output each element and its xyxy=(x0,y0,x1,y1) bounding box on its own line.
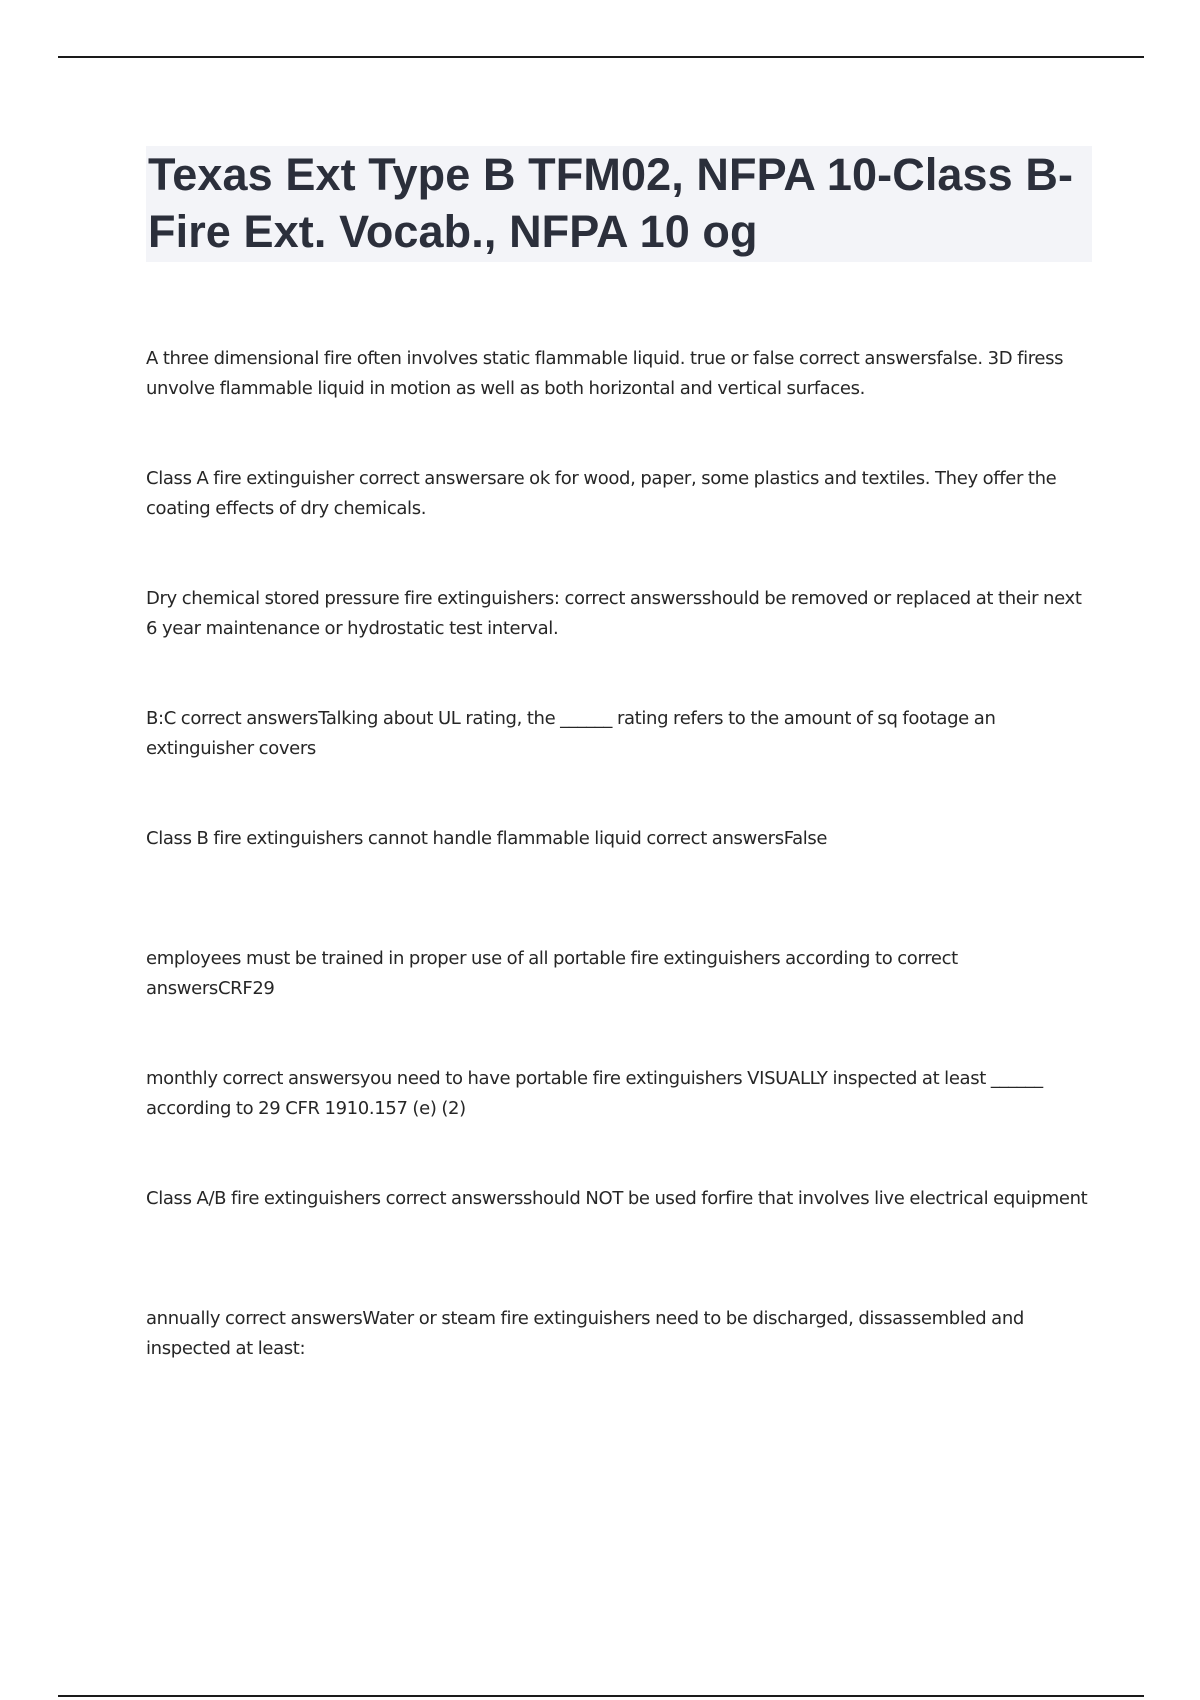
flashcard-entry: Class A fire extinguisher correct answersare ok for wood, paper, some plastics and textiles. They offer the coating effects of dry chemicals. xyxy=(146,468,1057,519)
flashcard-entry: Dry chemical stored pressure fire extinguishers: correct answersshould be removed or replaced at their next 6 year maintenance or hydrostatic test interval. xyxy=(146,588,1082,639)
flashcard-list xyxy=(146,344,1090,1424)
bottom-page-rule xyxy=(58,1695,1144,1697)
document-title: Texas Ext Type B TFM02, NFPA 10-Class B-Fire Ext. Vocab., NFPA 10 og xyxy=(148,149,1074,257)
flashcard-entry: employees must be trained in proper use of all portable fire extinguishers according to correct answersCRF29 xyxy=(146,948,958,999)
flashcard-entry: annually correct answersWater or steam fire extinguishers need to be discharged, dissassembled and inspected at least: xyxy=(146,1308,1024,1359)
flashcard-entry: B:C correct answersTalking about UL rating, the ______ rating refers to the amount of sq footage an extinguisher covers xyxy=(146,708,996,759)
top-page-rule xyxy=(58,56,1144,58)
title-block xyxy=(146,146,1092,262)
flashcard-entry: A three dimensional fire often involves static flammable liquid. true or false correct answersfalse. 3D firess unvolve flammable liquid in motion as well as both horizontal and vertical surfaces. xyxy=(146,348,1064,399)
flashcard-entry: Class A/B fire extinguishers correct answersshould NOT be used forfire that involves live electrical equipment xyxy=(146,1188,1088,1209)
flashcard-entry: Class B fire extinguishers cannot handle flammable liquid correct answersFalse xyxy=(146,828,828,849)
flashcard-entry: monthly correct answersyou need to have portable fire extinguishers VISUALLY inspected at least ______ according to 29 CFR 1910.157 (e) (2) xyxy=(146,1068,1043,1119)
